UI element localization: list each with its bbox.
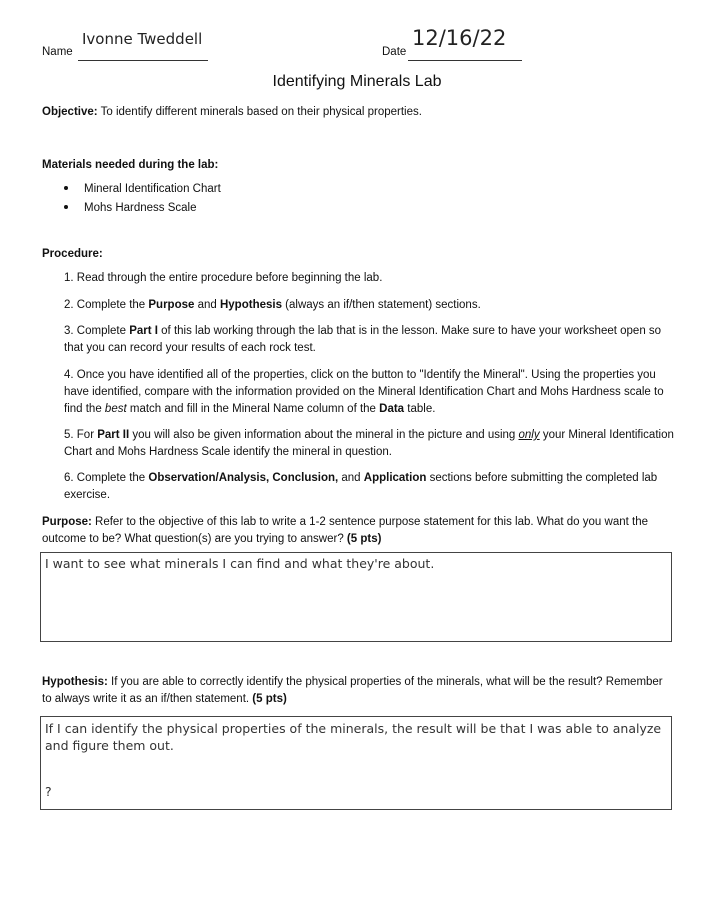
materials-label: Materials needed during the lab: xyxy=(42,159,219,171)
date-label: Date xyxy=(382,46,407,58)
objective xyxy=(42,104,672,121)
hypothesis-prompt: Hypothesis: If you are able to correctly identify the physical properties of the minerals, what will be the result? Remember to always write it as an if/then statement. (5 pts) xyxy=(42,676,663,705)
procedure-step-1: 1. Read through the entire procedure before beginning the lab. xyxy=(64,272,383,284)
date-value[interactable]: 12/16/22 xyxy=(412,26,507,50)
list-item: Mineral Identification Chart xyxy=(64,183,221,195)
name-label: Name xyxy=(42,46,73,58)
bullet-icon xyxy=(64,205,68,209)
objective-label: Objective: xyxy=(42,106,98,118)
name-underline xyxy=(78,60,208,61)
purpose-answer: I want to see what minerals I can find and what they're about. xyxy=(45,556,435,571)
bullet-icon xyxy=(64,186,68,190)
name-value[interactable]: Ivonne Tweddell xyxy=(82,30,203,48)
date-underline xyxy=(408,60,522,61)
procedure-step-5: 5. For Part II you will also be given information about the mineral in the picture and using only your Mineral Identification Chart and Mohs Hardness Scale identify the mineral in question. xyxy=(64,429,674,458)
procedure-step-6: 6. Complete the Observation/Analysis, Conclusion, and Application sections before submitting the completed lab exercise. xyxy=(64,472,658,501)
hypothesis-answer: If I can identify the physical properties of the minerals, the result will be that I was able to analyze and figure them out. xyxy=(45,721,662,753)
objective-text: To identify different minerals based on their physical properties. xyxy=(100,106,422,118)
list-item: Mohs Hardness Scale xyxy=(64,202,197,214)
purpose-answer-box[interactable] xyxy=(40,552,672,642)
page-title: Identifying Minerals Lab xyxy=(272,73,442,90)
hypothesis-answer-extra: ? xyxy=(45,784,52,799)
hypothesis-answer-box[interactable] xyxy=(40,716,672,810)
procedure-step-2: 2. Complete the Purpose and Hypothesis (always an if/then statement) sections. xyxy=(64,299,481,311)
procedure-step-3: 3. Complete Part I of this lab working through the lab that is in the lesson. Make sure to have your worksheet open so that you can record your results of each rock test. xyxy=(64,325,662,354)
purpose-prompt: Purpose: Refer to the objective of this lab to write a 1-2 sentence purpose statement for this lab. What do you want the outcome to be? What question(s) are you trying to answer? (5 pts) xyxy=(42,516,648,545)
procedure-step-4: 4. Once you have identified all of the properties, click on the button to "Identify the Mineral". Using the properties you have identified, compare with the information provided on the Mineral Identification Chart and Mohs Hardness scale to find the best match and fill in the Mineral Name column of the Data table. xyxy=(64,369,664,415)
procedure-label: Procedure: xyxy=(42,248,103,260)
